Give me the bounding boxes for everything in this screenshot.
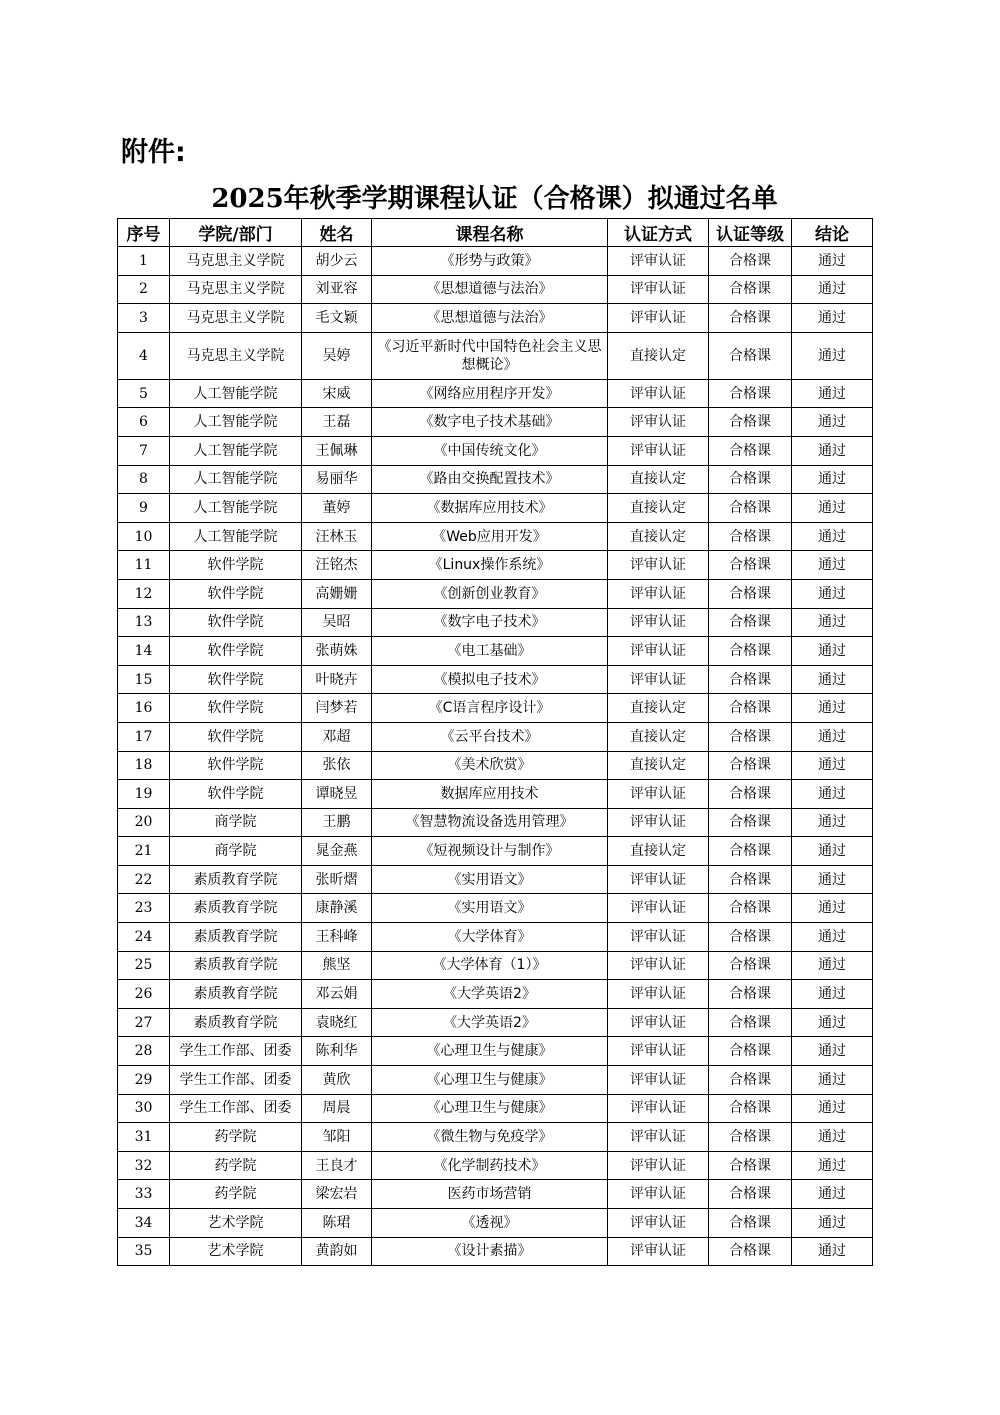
table-body [118, 247, 873, 1266]
name-cell: 王科峰 [302, 923, 372, 952]
method-cell: 评审认证 [608, 665, 709, 694]
table-row [118, 275, 873, 304]
table-row [118, 608, 873, 637]
seq-cell: 19 [118, 780, 170, 809]
table-row [118, 780, 873, 809]
name-cell: 叶晓卉 [302, 665, 372, 694]
method-cell: 评审认证 [608, 1123, 709, 1152]
table-row [118, 1066, 873, 1095]
method-cell: 评审认证 [608, 247, 709, 276]
method-cell: 评审认证 [608, 865, 709, 894]
table-row [118, 665, 873, 694]
name-cell: 易丽华 [302, 465, 372, 494]
table-row [118, 637, 873, 666]
seq-cell: 26 [118, 980, 170, 1009]
name-cell: 张昕熠 [302, 865, 372, 894]
department-cell: 软件学院 [170, 751, 302, 780]
table-row [118, 379, 873, 408]
conclusion-cell: 通过 [792, 408, 873, 437]
conclusion-cell: 通过 [792, 247, 873, 276]
method-cell: 评审认证 [608, 980, 709, 1009]
table-row [118, 1008, 873, 1037]
course-cell: 《中国传统文化》 [372, 436, 608, 465]
name-cell: 陈利华 [302, 1037, 372, 1066]
table-row [118, 332, 873, 379]
table-row [118, 494, 873, 523]
method-cell: 评审认证 [608, 637, 709, 666]
seq-cell: 3 [118, 304, 170, 333]
seq-cell: 10 [118, 522, 170, 551]
department-cell: 药学院 [170, 1180, 302, 1209]
conclusion-cell: 通过 [792, 1123, 873, 1152]
course-cell: 《数据库应用技术》 [372, 494, 608, 523]
level-cell: 合格课 [709, 751, 792, 780]
level-cell: 合格课 [709, 1066, 792, 1095]
table-row [118, 1123, 873, 1152]
name-cell: 王鹏 [302, 808, 372, 837]
seq-cell: 4 [118, 332, 170, 379]
level-cell: 合格课 [709, 1008, 792, 1037]
department-cell: 素质教育学院 [170, 980, 302, 1009]
table-row [118, 522, 873, 551]
level-cell: 合格课 [709, 379, 792, 408]
seq-cell: 24 [118, 923, 170, 952]
table-row [118, 751, 873, 780]
level-cell: 合格课 [709, 780, 792, 809]
conclusion-cell: 通过 [792, 494, 873, 523]
department-cell: 艺术学院 [170, 1237, 302, 1266]
method-cell: 直接认定 [608, 837, 709, 866]
course-cell: 《大学体育》 [372, 923, 608, 952]
course-cell: 《心理卫生与健康》 [372, 1066, 608, 1095]
name-cell: 邹阳 [302, 1123, 372, 1152]
department-cell: 学生工作部、团委 [170, 1066, 302, 1095]
level-cell: 合格课 [709, 608, 792, 637]
method-cell: 直接认定 [608, 494, 709, 523]
course-cell: 《心理卫生与健康》 [372, 1094, 608, 1123]
name-cell: 吴昭 [302, 608, 372, 637]
level-cell: 合格课 [709, 275, 792, 304]
course-cell: 《形势与政策》 [372, 247, 608, 276]
column-header-name: 姓名 [302, 219, 372, 247]
conclusion-cell: 通过 [792, 1209, 873, 1238]
course-cell: 《短视频设计与制作》 [372, 837, 608, 866]
name-cell: 王磊 [302, 408, 372, 437]
department-cell: 学生工作部、团委 [170, 1037, 302, 1066]
conclusion-cell: 通过 [792, 894, 873, 923]
seq-cell: 33 [118, 1180, 170, 1209]
table-row [118, 247, 873, 276]
department-cell: 人工智能学院 [170, 494, 302, 523]
course-cell: 《云平台技术》 [372, 722, 608, 751]
seq-cell: 17 [118, 722, 170, 751]
method-cell: 评审认证 [608, 1037, 709, 1066]
course-cell: 《数字电子技术基础》 [372, 408, 608, 437]
method-cell: 评审认证 [608, 1008, 709, 1037]
name-cell: 高姗姗 [302, 579, 372, 608]
level-cell: 合格课 [709, 1037, 792, 1066]
course-cell: 《化学制药技术》 [372, 1151, 608, 1180]
conclusion-cell: 通过 [792, 865, 873, 894]
conclusion-cell: 通过 [792, 808, 873, 837]
course-cell: 《网络应用程序开发》 [372, 379, 608, 408]
level-cell: 合格课 [709, 522, 792, 551]
table-row [118, 408, 873, 437]
method-cell: 直接认定 [608, 522, 709, 551]
method-cell: 直接认定 [608, 694, 709, 723]
course-cell: 《Web应用开发》 [372, 522, 608, 551]
table-row [118, 551, 873, 580]
conclusion-cell: 通过 [792, 780, 873, 809]
level-cell: 合格课 [709, 436, 792, 465]
method-cell: 评审认证 [608, 579, 709, 608]
seq-cell: 35 [118, 1237, 170, 1266]
name-cell: 王良才 [302, 1151, 372, 1180]
course-cell: 《数字电子技术》 [372, 608, 608, 637]
name-cell: 周晨 [302, 1094, 372, 1123]
course-cell: 《大学英语2》 [372, 1008, 608, 1037]
name-cell: 张依 [302, 751, 372, 780]
conclusion-cell: 通过 [792, 1151, 873, 1180]
level-cell: 合格课 [709, 637, 792, 666]
seq-cell: 1 [118, 247, 170, 276]
level-cell: 合格课 [709, 1151, 792, 1180]
method-cell: 评审认证 [608, 1209, 709, 1238]
seq-cell: 7 [118, 436, 170, 465]
conclusion-cell: 通过 [792, 304, 873, 333]
name-cell: 黄欣 [302, 1066, 372, 1095]
conclusion-cell: 通过 [792, 694, 873, 723]
department-cell: 素质教育学院 [170, 1008, 302, 1037]
level-cell: 合格课 [709, 951, 792, 980]
table-row [118, 1180, 873, 1209]
name-cell: 张萌姝 [302, 637, 372, 666]
name-cell: 陈珺 [302, 1209, 372, 1238]
column-header-course: 课程名称 [372, 219, 608, 247]
name-cell: 胡少云 [302, 247, 372, 276]
method-cell: 评审认证 [608, 275, 709, 304]
course-cell: 《创新创业教育》 [372, 579, 608, 608]
table-row [118, 1151, 873, 1180]
column-header-seq: 序号 [118, 219, 170, 247]
method-cell: 评审认证 [608, 923, 709, 952]
name-cell: 熊坚 [302, 951, 372, 980]
level-cell: 合格课 [709, 1209, 792, 1238]
department-cell: 软件学院 [170, 637, 302, 666]
course-cell: 《实用语文》 [372, 894, 608, 923]
level-cell: 合格课 [709, 465, 792, 494]
conclusion-cell: 通过 [792, 522, 873, 551]
table-row [118, 1209, 873, 1238]
course-cell: 《习近平新时代中国特色社会主义思想概论》 [372, 332, 608, 379]
table-row [118, 1094, 873, 1123]
course-cell: 《微生物与免疫学》 [372, 1123, 608, 1152]
department-cell: 人工智能学院 [170, 379, 302, 408]
name-cell: 闫梦若 [302, 694, 372, 723]
department-cell: 马克思主义学院 [170, 275, 302, 304]
seq-cell: 30 [118, 1094, 170, 1123]
table-row [118, 808, 873, 837]
conclusion-cell: 通过 [792, 379, 873, 408]
course-cell: 《大学英语2》 [372, 980, 608, 1009]
seq-cell: 15 [118, 665, 170, 694]
department-cell: 人工智能学院 [170, 436, 302, 465]
level-cell: 合格课 [709, 665, 792, 694]
department-cell: 艺术学院 [170, 1209, 302, 1238]
name-cell: 康静溪 [302, 894, 372, 923]
seq-cell: 25 [118, 951, 170, 980]
seq-cell: 34 [118, 1209, 170, 1238]
level-cell: 合格课 [709, 1180, 792, 1209]
course-cell: 《透视》 [372, 1209, 608, 1238]
name-cell: 谭晓昱 [302, 780, 372, 809]
conclusion-cell: 通过 [792, 1037, 873, 1066]
course-cell: 《路由交换配置技术》 [372, 465, 608, 494]
conclusion-cell: 通过 [792, 923, 873, 952]
conclusion-cell: 通过 [792, 275, 873, 304]
course-cell: 《模拟电子技术》 [372, 665, 608, 694]
conclusion-cell: 通过 [792, 722, 873, 751]
column-header-conclusion: 结论 [792, 219, 873, 247]
method-cell: 评审认证 [608, 780, 709, 809]
course-cell: 《实用语文》 [372, 865, 608, 894]
seq-cell: 13 [118, 608, 170, 637]
department-cell: 软件学院 [170, 780, 302, 809]
method-cell: 评审认证 [608, 1151, 709, 1180]
column-header-method: 认证方式 [608, 219, 709, 247]
seq-cell: 11 [118, 551, 170, 580]
conclusion-cell: 通过 [792, 1094, 873, 1123]
name-cell: 梁宏岩 [302, 1180, 372, 1209]
seq-cell: 18 [118, 751, 170, 780]
seq-cell: 28 [118, 1037, 170, 1066]
level-cell: 合格课 [709, 1123, 792, 1152]
level-cell: 合格课 [709, 694, 792, 723]
department-cell: 素质教育学院 [170, 923, 302, 952]
method-cell: 评审认证 [608, 379, 709, 408]
department-cell: 商学院 [170, 837, 302, 866]
seq-cell: 2 [118, 275, 170, 304]
course-cell: 医药市场营销 [372, 1180, 608, 1209]
table-row [118, 304, 873, 333]
conclusion-cell: 通过 [792, 980, 873, 1009]
course-cell: 《思想道德与法治》 [372, 304, 608, 333]
department-cell: 人工智能学院 [170, 465, 302, 494]
table-row [118, 865, 873, 894]
name-cell: 袁晓红 [302, 1008, 372, 1037]
course-cell: 《Linux操作系统》 [372, 551, 608, 580]
department-cell: 素质教育学院 [170, 894, 302, 923]
department-cell: 软件学院 [170, 665, 302, 694]
method-cell: 评审认证 [608, 436, 709, 465]
name-cell: 刘亚容 [302, 275, 372, 304]
seq-cell: 32 [118, 1151, 170, 1180]
conclusion-cell: 通过 [792, 1008, 873, 1037]
conclusion-cell: 通过 [792, 465, 873, 494]
seq-cell: 8 [118, 465, 170, 494]
method-cell: 直接认定 [608, 751, 709, 780]
level-cell: 合格课 [709, 1094, 792, 1123]
name-cell: 邓超 [302, 722, 372, 751]
department-cell: 软件学院 [170, 608, 302, 637]
table-row [118, 837, 873, 866]
course-cell: 《大学体育（1）》 [372, 951, 608, 980]
level-cell: 合格课 [709, 1237, 792, 1266]
document-title: 2025年秋季学期课程认证（合格课）拟通过名单 [211, 184, 778, 214]
course-cell: 《智慧物流设备选用管理》 [372, 808, 608, 837]
table-row [118, 1037, 873, 1066]
seq-cell: 5 [118, 379, 170, 408]
seq-cell: 29 [118, 1066, 170, 1095]
certification-table [117, 218, 873, 1266]
department-cell: 人工智能学院 [170, 408, 302, 437]
seq-cell: 16 [118, 694, 170, 723]
course-cell: 《思想道德与法治》 [372, 275, 608, 304]
table-row [118, 436, 873, 465]
method-cell: 评审认证 [608, 951, 709, 980]
department-cell: 马克思主义学院 [170, 304, 302, 333]
method-cell: 直接认定 [608, 465, 709, 494]
course-cell: 《设计素描》 [372, 1237, 608, 1266]
department-cell: 药学院 [170, 1151, 302, 1180]
column-header-department: 学院/部门 [170, 219, 302, 247]
method-cell: 评审认证 [608, 1094, 709, 1123]
column-header-level: 认证等级 [709, 219, 792, 247]
name-cell: 黄韵如 [302, 1237, 372, 1266]
conclusion-cell: 通过 [792, 1237, 873, 1266]
department-cell: 马克思主义学院 [170, 332, 302, 379]
level-cell: 合格课 [709, 722, 792, 751]
course-cell: 数据库应用技术 [372, 780, 608, 809]
conclusion-cell: 通过 [792, 332, 873, 379]
department-cell: 素质教育学院 [170, 865, 302, 894]
conclusion-cell: 通过 [792, 1180, 873, 1209]
name-cell: 汪林玉 [302, 522, 372, 551]
seq-cell: 12 [118, 579, 170, 608]
method-cell: 评审认证 [608, 1066, 709, 1095]
method-cell: 评审认证 [608, 894, 709, 923]
level-cell: 合格课 [709, 247, 792, 276]
seq-cell: 27 [118, 1008, 170, 1037]
conclusion-cell: 通过 [792, 637, 873, 666]
method-cell: 直接认定 [608, 722, 709, 751]
method-cell: 评审认证 [608, 551, 709, 580]
level-cell: 合格课 [709, 304, 792, 333]
level-cell: 合格课 [709, 332, 792, 379]
table-header-row [118, 219, 873, 247]
level-cell: 合格课 [709, 579, 792, 608]
name-cell: 吴婷 [302, 332, 372, 379]
seq-cell: 21 [118, 837, 170, 866]
name-cell: 汪铭杰 [302, 551, 372, 580]
method-cell: 直接认定 [608, 332, 709, 379]
table-row [118, 1237, 873, 1266]
level-cell: 合格课 [709, 894, 792, 923]
department-cell: 软件学院 [170, 722, 302, 751]
level-cell: 合格课 [709, 551, 792, 580]
department-cell: 药学院 [170, 1123, 302, 1152]
seq-cell: 9 [118, 494, 170, 523]
conclusion-cell: 通过 [792, 579, 873, 608]
name-cell: 董婷 [302, 494, 372, 523]
conclusion-cell: 通过 [792, 1066, 873, 1095]
course-cell: 《美术欣赏》 [372, 751, 608, 780]
department-cell: 马克思主义学院 [170, 247, 302, 276]
department-cell: 软件学院 [170, 694, 302, 723]
seq-cell: 6 [118, 408, 170, 437]
seq-cell: 22 [118, 865, 170, 894]
conclusion-cell: 通过 [792, 751, 873, 780]
course-cell: 《电工基础》 [372, 637, 608, 666]
level-cell: 合格课 [709, 808, 792, 837]
table-row [118, 465, 873, 494]
method-cell: 评审认证 [608, 608, 709, 637]
course-cell: 《C语言程序设计》 [372, 694, 608, 723]
department-cell: 素质教育学院 [170, 951, 302, 980]
name-cell: 邓云娟 [302, 980, 372, 1009]
level-cell: 合格课 [709, 865, 792, 894]
method-cell: 评审认证 [608, 1237, 709, 1266]
course-cell: 《心理卫生与健康》 [372, 1037, 608, 1066]
table-row [118, 980, 873, 1009]
level-cell: 合格课 [709, 980, 792, 1009]
level-cell: 合格课 [709, 923, 792, 952]
level-cell: 合格课 [709, 494, 792, 523]
conclusion-cell: 通过 [792, 837, 873, 866]
attachment-label: 附件: [121, 137, 186, 168]
table-row [118, 694, 873, 723]
department-cell: 人工智能学院 [170, 522, 302, 551]
level-cell: 合格课 [709, 837, 792, 866]
department-cell: 学生工作部、团委 [170, 1094, 302, 1123]
table-row [118, 923, 873, 952]
conclusion-cell: 通过 [792, 665, 873, 694]
conclusion-cell: 通过 [792, 436, 873, 465]
conclusion-cell: 通过 [792, 951, 873, 980]
name-cell: 毛文颖 [302, 304, 372, 333]
seq-cell: 23 [118, 894, 170, 923]
name-cell: 王佩琳 [302, 436, 372, 465]
department-cell: 商学院 [170, 808, 302, 837]
method-cell: 评审认证 [608, 1180, 709, 1209]
department-cell: 软件学院 [170, 551, 302, 580]
name-cell: 晁金燕 [302, 837, 372, 866]
department-cell: 软件学院 [170, 579, 302, 608]
level-cell: 合格课 [709, 408, 792, 437]
conclusion-cell: 通过 [792, 608, 873, 637]
method-cell: 评审认证 [608, 304, 709, 333]
seq-cell: 31 [118, 1123, 170, 1152]
table-row [118, 951, 873, 980]
method-cell: 评审认证 [608, 808, 709, 837]
table-row [118, 894, 873, 923]
name-cell: 宋威 [302, 379, 372, 408]
seq-cell: 14 [118, 637, 170, 666]
conclusion-cell: 通过 [792, 551, 873, 580]
table-row [118, 722, 873, 751]
method-cell: 评审认证 [608, 408, 709, 437]
table-row [118, 579, 873, 608]
seq-cell: 20 [118, 808, 170, 837]
